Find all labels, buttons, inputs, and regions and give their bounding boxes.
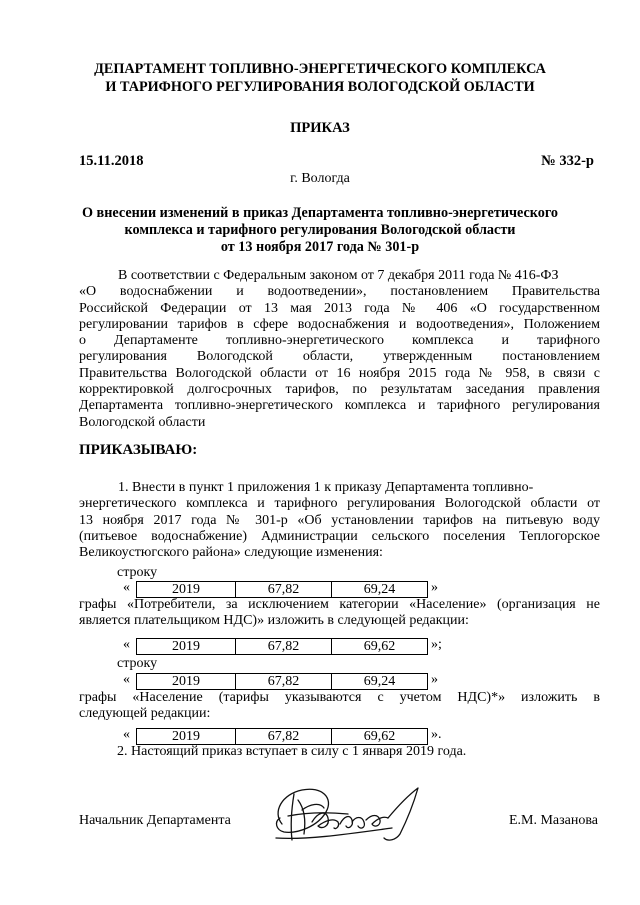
preamble-line: регулирования Вологодской области, утвержденным постановлением bbox=[79, 349, 600, 365]
preamble-line: В соответствии с Федеральным законом от 7 декабря 2011 года № 416-ФЗ bbox=[118, 268, 559, 283]
open-quote: « bbox=[123, 580, 130, 595]
handwritten-signature bbox=[268, 782, 438, 848]
subject-line-3: от 13 ноября 2017 года № 301-р bbox=[220, 239, 420, 255]
order-number: № 332-р bbox=[541, 153, 594, 169]
table-row bbox=[137, 582, 428, 598]
preamble bbox=[79, 268, 600, 431]
preamble-line: «О водоснабжении и водоотведении», постановлением Правительства bbox=[79, 284, 600, 300]
subject-line-1: О внесении изменений в приказ Департамента топливно-энергетического bbox=[81, 205, 559, 221]
document-type: ПРИКАЗ bbox=[290, 120, 350, 136]
graph-1-line: является плательщиком НДС)» изложить в следующей редакции: bbox=[79, 613, 469, 629]
tariff-cell-1: 67,82 bbox=[236, 674, 332, 690]
signatory-position: Начальник Департамента bbox=[79, 813, 231, 828]
tariff-cell-2: 69,62 bbox=[332, 639, 428, 655]
preamble-line: Департамента топливно-энергетического комплекса и тарифного регулирования bbox=[79, 398, 600, 414]
tariff-cell-2: 69,24 bbox=[332, 674, 428, 690]
department-name bbox=[0, 60, 640, 96]
graph-2 bbox=[79, 690, 600, 723]
open-quote: « bbox=[123, 727, 130, 742]
item-1-line: Великоустюгского района» следующие изменения: bbox=[79, 545, 383, 561]
preamble-line: Вологодской области bbox=[79, 414, 206, 430]
year-cell: 2019 bbox=[137, 674, 236, 690]
tariff-cell-1: 67,82 bbox=[236, 582, 332, 598]
tariff-cell-2: 69,62 bbox=[332, 729, 428, 745]
order-word: ПРИКАЗЫВАЮ: bbox=[79, 442, 198, 458]
department-line-2: И ТАРИФНОГО РЕГУЛИРОВАНИЯ ВОЛОГОДСКОЙ ОБЛАСТИ bbox=[105, 79, 535, 95]
item-1-line: 13 ноября 2017 года № 301-р «Об установлении тарифов на питьевую воду bbox=[79, 512, 600, 528]
tariff-row-table bbox=[136, 581, 428, 598]
graph-2-line: следующей редакции: bbox=[79, 706, 211, 722]
order-subject bbox=[0, 205, 640, 256]
signatory-name: Е.М. Мазанова bbox=[508, 813, 598, 828]
tariff-cell-1: 67,82 bbox=[236, 639, 332, 655]
row-word: строку bbox=[117, 656, 158, 671]
graph-2-line: графы «Население (тарифы указываются с учетом НДС)*» изложить в bbox=[79, 690, 600, 705]
item-1-line: (питьевое водоснабжение) Администрации сельского поселения Теплогорское bbox=[79, 528, 600, 544]
year-cell: 2019 bbox=[137, 582, 236, 598]
graph-1-line: графы «Потребители, за исключением категории «Население» (организация не bbox=[79, 597, 600, 612]
tariff-row-table bbox=[136, 638, 428, 655]
item-1 bbox=[79, 480, 600, 561]
table-row bbox=[137, 639, 428, 655]
city: г. Вологда bbox=[290, 171, 350, 186]
tariff-cell-2: 69,24 bbox=[332, 582, 428, 598]
row-word: строку bbox=[117, 565, 158, 580]
tariff-row-table bbox=[136, 728, 428, 745]
open-quote: « bbox=[123, 672, 130, 687]
preamble-line: Российской Федерации от 13 мая 2013 года № 406 «О государственном bbox=[79, 300, 600, 316]
table-row bbox=[137, 729, 428, 745]
preamble-line: регулировании тарифов в сфере водоснабжения и водоотведения», Положением bbox=[79, 316, 600, 332]
close-quote: » bbox=[431, 672, 438, 687]
graph-1 bbox=[79, 597, 600, 630]
order-date: 15.11.2018 bbox=[79, 153, 144, 169]
year-cell: 2019 bbox=[137, 639, 236, 655]
preamble-line: о Департаменте топливно-энергетического комплекса и тарифного bbox=[79, 333, 600, 349]
tariff-cell-1: 67,82 bbox=[236, 729, 332, 745]
preamble-line: Правительства Вологодской области от 16 ноября 2015 года № 958, в связи с bbox=[79, 365, 600, 381]
close-quote: » bbox=[431, 580, 438, 595]
tariff-row-table bbox=[136, 673, 428, 690]
item-1-line: 1. Внести в пункт 1 приложения 1 к приказу Департамента топливно- bbox=[118, 480, 534, 495]
close-quote: ». bbox=[431, 727, 442, 742]
item-2: 2. Настоящий приказ вступает в силу с 1 января 2019 года. bbox=[117, 744, 467, 759]
table-row bbox=[137, 674, 428, 690]
item-1-line: энергетического комплекса и тарифного регулирования Вологодской области от bbox=[79, 496, 600, 512]
year-cell: 2019 bbox=[137, 729, 236, 745]
preamble-line: корректировкой долгосрочных тарифов, по результатам заседания правления bbox=[79, 382, 600, 398]
open-quote: « bbox=[123, 637, 130, 652]
close-quote: »; bbox=[431, 637, 442, 652]
subject-line-2: комплекса и тарифного регулирования Вологодской области bbox=[124, 222, 516, 238]
department-line-1: ДЕПАРТАМЕНТ ТОПЛИВНО-ЭНЕРГЕТИЧЕСКОГО КОМПЛЕКСА bbox=[94, 61, 546, 77]
